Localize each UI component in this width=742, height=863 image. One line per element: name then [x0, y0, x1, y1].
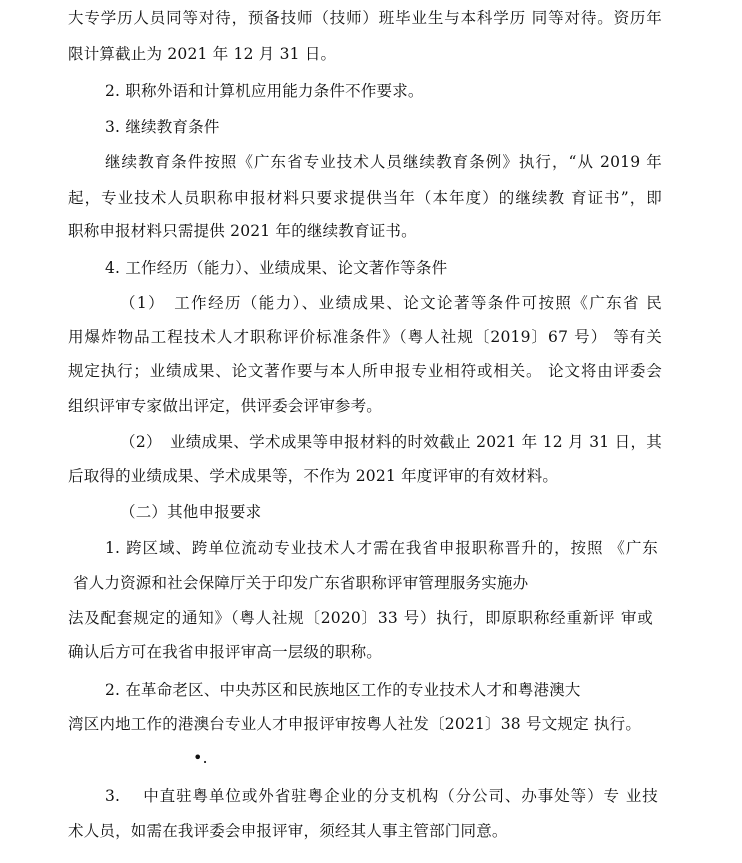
text-line: 1. 跨区域、跨单位流动专业技术人才需在我省申报职称晋升的，按照 《广东	[105, 539, 658, 557]
text-line: 确认后方可在我省申报评审高一层级的职称。	[68, 643, 383, 661]
section-heading: 3. 继续教育条件	[105, 118, 220, 136]
text-line: 规定执行；业绩成果、论文著作要与本人所申报专业相符或相关。 论文将由评委会	[68, 362, 662, 380]
text-line: 大专学历人员同等对待，预备技师（技师）班毕业生与本科学历 同等对待。资历年	[68, 9, 662, 27]
text-line: 2. 在革命老区、中央苏区和民族地区工作的专业技术人才和粤港澳大	[105, 681, 581, 699]
text-line: 术人员，如需在我评委会申报评审，须经其人事主管部门同意。	[68, 822, 508, 840]
text-line: （1） 工作经历（能力）、业绩成果、论文论著等条件可按照《广东省 民	[120, 294, 662, 312]
text-line: 3. 中直驻粤单位或外省驻粤企业的分支机构（分公司、办事处等）专 业技	[105, 787, 658, 805]
text-line: 组织评审专家做出评定，供评委会评审参考。	[68, 397, 383, 415]
text-line: 职称申报材料只需提供 2021 年的继续教育证书。	[68, 222, 417, 240]
text-line: 法及配套规定的通知》（粤人社规〔2020〕33 号）执行，即原职称经重新评 审或	[68, 609, 653, 627]
text-line: 省人力资源和社会保障厅关于印发广东省职称评审管理服务实施办	[73, 574, 529, 592]
text-line: （2） 业绩成果、学术成果等申报材料的时效截止 2021 年 12 月 31 日，其	[120, 433, 662, 451]
text-line: 继续教育条件按照《广东省专业技术人员继续教育条例》执行，“从 2019 年	[105, 153, 662, 171]
section-heading: （二）其他申报要求	[120, 503, 262, 521]
section-heading: 4. 工作经历（能力）、业绩成果、论文著作等条件	[105, 259, 448, 277]
stray-mark: •.	[193, 748, 208, 767]
text-line: 限计算截止为 2021 年 12 月 31 日。	[68, 45, 337, 63]
text-line: 2. 职称外语和计算机应用能力条件不作要求。	[105, 82, 424, 100]
text-line: 用爆炸物品工程技术人才职称评价标准条件》（粤人社规〔2019〕67 号） 等有关	[68, 328, 662, 346]
text-line: 起，专业技术人员职称申报材料只要求提供当年（本年度）的继续教 育证书”，即	[68, 189, 662, 207]
text-line: 后取得的业绩成果、学术成果等，不作为 2021 年度评审的有效材料。	[68, 467, 559, 485]
text-line: 湾区内地工作的港澳台专业人才申报评审按粤人社发〔2021〕38 号文规定 执行。	[68, 715, 642, 733]
